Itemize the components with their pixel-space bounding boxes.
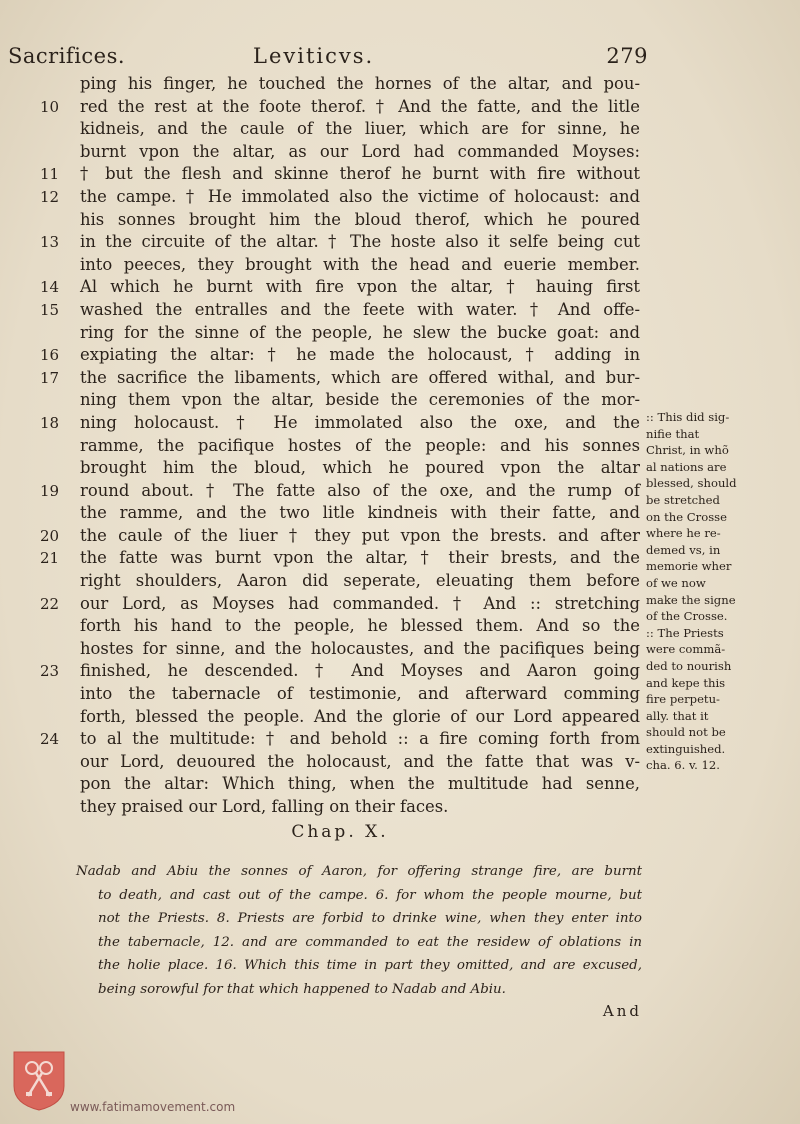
summary-line: not the Priests. 8. Priests are forbid to drinke wine, when they enter into [98, 911, 642, 926]
chapter-summary [76, 860, 642, 1001]
line-text: to al the multitude: † and behold :: a fire coming forth from [80, 729, 640, 749]
line-text: into the tabernacle of testimonie, and afterward comming [80, 684, 640, 704]
summary-line: being sorowful for that which happened to Nadab and Abiu. [98, 981, 506, 997]
catchword: And [602, 1002, 642, 1020]
papal-keys-emblem-icon [12, 1050, 66, 1112]
verse-number: 18 [40, 413, 60, 432]
margin-note-line: on the Crosse [646, 509, 727, 524]
summary-line: to death, and cast out of the campe. 6. for whom the people mourne, but [98, 887, 642, 903]
line-text: the sacrifice the libaments, which are offered withal, and bur- [80, 367, 640, 387]
verse-number: 13 [40, 233, 60, 252]
header-section-title: Sacrifices. [8, 44, 126, 68]
page-number: 279 [606, 44, 648, 68]
line-text: Al which he burnt with fire vpon the altar, † hauing first [80, 277, 640, 297]
text-line [40, 547, 640, 570]
line-text: the campe. † He immolated also the victime of holocaust: and [80, 186, 640, 206]
text-line [40, 525, 640, 548]
line-text: hostes for sinne, and the holocaustes, and the pacifiques being [80, 638, 640, 658]
text-line [40, 728, 640, 751]
text-line [40, 480, 640, 503]
verse-number: 22 [40, 594, 60, 613]
text-line [80, 435, 640, 458]
line-text: the caule of the liuer † they put vpon the brests. and after [80, 525, 640, 545]
line-text: kidneis, and the caule of the liuer, which are for sinne, he [80, 119, 640, 139]
margin-note-line: of we now [646, 575, 706, 590]
margin-note-line: memorie wher [646, 559, 732, 574]
verse-number: 16 [40, 346, 60, 365]
chapter-heading: Chap. X. [291, 822, 389, 842]
summary-line: the holie place. 16. Which this time in part they omitted, and are excused, [98, 958, 642, 973]
text-line [40, 412, 640, 435]
line-text: forth, blessed the people. And the glorie of our Lord appeared [80, 706, 640, 726]
verse-number: 15 [40, 300, 60, 319]
margin-note-line: :: This did sig- [646, 410, 730, 424]
summary-line: the tabernacle, 12. and are commanded to eat the residew of oblations in [98, 934, 642, 950]
margin-note-line: :: The Priests [646, 625, 724, 640]
text-line [80, 118, 640, 141]
line-text: right shoulders, Aaron did seperate, eleuating them before [80, 571, 640, 591]
line-text: the fatte was burnt vpon the altar, † their brests, and the [80, 548, 640, 568]
verse-number: 10 [40, 97, 60, 116]
line-text: ring for the sinne of the people, he slew the bucke goat: and [80, 322, 640, 342]
line-text: † but the flesh and skinne therof he burnt with fire without [80, 164, 640, 184]
line-text: finished, he descended. † And Moyses and Aaron going [80, 661, 640, 681]
text-line [40, 163, 640, 186]
margin-note-line: fire perpetu- [646, 692, 720, 707]
text-line [40, 96, 640, 119]
verse-number: 21 [40, 549, 60, 568]
text-line [80, 706, 640, 729]
line-text: pon the altar: Which thing, when the multitude had senne, [80, 774, 640, 794]
text-line [80, 254, 640, 277]
text-line [80, 209, 640, 232]
text-line [80, 141, 640, 164]
margin-notes [646, 409, 764, 774]
verse-number: 24 [40, 730, 60, 749]
margin-note-line: demed vs, in [646, 542, 721, 557]
text-line [80, 502, 640, 525]
text-line [40, 593, 640, 616]
margin-note-line: and kepe this [646, 675, 726, 690]
text-line [80, 683, 640, 706]
verse-number: 17 [40, 368, 60, 387]
margin-note-line: cha. 6. v. 12. [646, 758, 720, 773]
margin-note-line: extinguished. [646, 741, 726, 756]
text-line [40, 276, 640, 299]
verse-number: 20 [40, 526, 60, 545]
text-line [80, 389, 640, 412]
line-text: in the circuite of the altar. † The hoste also it selfe being cut [80, 232, 640, 252]
text-line [80, 73, 640, 96]
margin-note-line: make the signe [646, 592, 736, 607]
verse-number: 12 [40, 187, 60, 206]
line-text: our Lord, deuoured the holocaust, and the fatte that was v- [80, 751, 640, 771]
running-header [8, 44, 648, 72]
line-text: burnt vpon the altar, as our Lord had commanded Moyses: [80, 141, 640, 161]
text-line [80, 570, 640, 593]
text-line [80, 796, 640, 819]
text-line [40, 660, 640, 683]
line-text: his sonnes brought him the bloud therof, which he poured [80, 209, 640, 229]
margin-note-line: ded to nourish [646, 658, 732, 673]
text-line [40, 299, 640, 322]
verse-number: 14 [40, 278, 60, 297]
text-line [80, 638, 640, 661]
margin-note-line: should not be [646, 725, 726, 740]
line-text: brought him the bloud, which he poured vpon the altar [80, 458, 640, 478]
header-book-title: Leviticvs. [253, 44, 375, 68]
margin-note-line: nifie that [646, 426, 700, 441]
margin-note-line: where he re- [646, 526, 721, 541]
text-line [40, 186, 640, 209]
line-text: ning holocaust. † He immolated also the oxe, and the [80, 412, 640, 432]
line-text: into peeces, they brought with the head and euerie member. [80, 254, 640, 274]
text-line [80, 457, 640, 480]
line-text: red the rest at the foote therof. † And the fatte, and the litle [80, 96, 640, 116]
line-text: expiating the altar: † he made the holocaust, † adding in [80, 345, 640, 365]
verse-number: 19 [40, 481, 60, 500]
text-line [40, 367, 640, 390]
line-text: ping his finger, he touched the hornes of the altar, and pou- [80, 74, 640, 93]
line-text: ning them vpon the altar, beside the ceremonies of the mor- [80, 390, 640, 410]
line-text: our Lord, as Moyses had commanded. † And :: stretching [80, 593, 640, 613]
text-line [80, 322, 640, 345]
line-text: ramme, the pacifique hostes of the people: and his sonnes [80, 435, 640, 455]
margin-note-line: Christ, in whõ [646, 443, 729, 458]
line-text: they praised our Lord, falling on their faces. [80, 797, 449, 816]
line-text: washed the entralles and the feete with water. † And offe- [80, 299, 640, 319]
text-line [80, 773, 640, 796]
watermark-url[interactable]: www.fatimamovement.com [70, 1100, 236, 1114]
text-line [40, 344, 640, 367]
text-line [80, 615, 640, 638]
line-text: forth his hand to the people, he blessed them. And so the [80, 616, 640, 636]
main-text [40, 73, 640, 819]
text-line [40, 231, 640, 254]
verse-number: 11 [40, 165, 60, 184]
text-line [80, 751, 640, 774]
margin-note-line: of the Crosse. [646, 609, 728, 624]
margin-note-line: blessed, should [646, 476, 737, 491]
line-text: round about. † The fatte also of the oxe, and the rump of [80, 480, 640, 500]
margin-note-line: be stretched [646, 492, 720, 507]
margin-note-line: al nations are [646, 459, 727, 474]
line-text: the ramme, and the two litle kindneis with their fatte, and [80, 503, 640, 523]
margin-note-line: ally. that it [646, 708, 709, 723]
verse-number: 23 [40, 662, 60, 681]
summary-line: Nadab and Abiu the sonnes of Aaron, for offering strange fire, are burnt [76, 864, 642, 879]
margin-note-line: were commã- [646, 642, 726, 657]
